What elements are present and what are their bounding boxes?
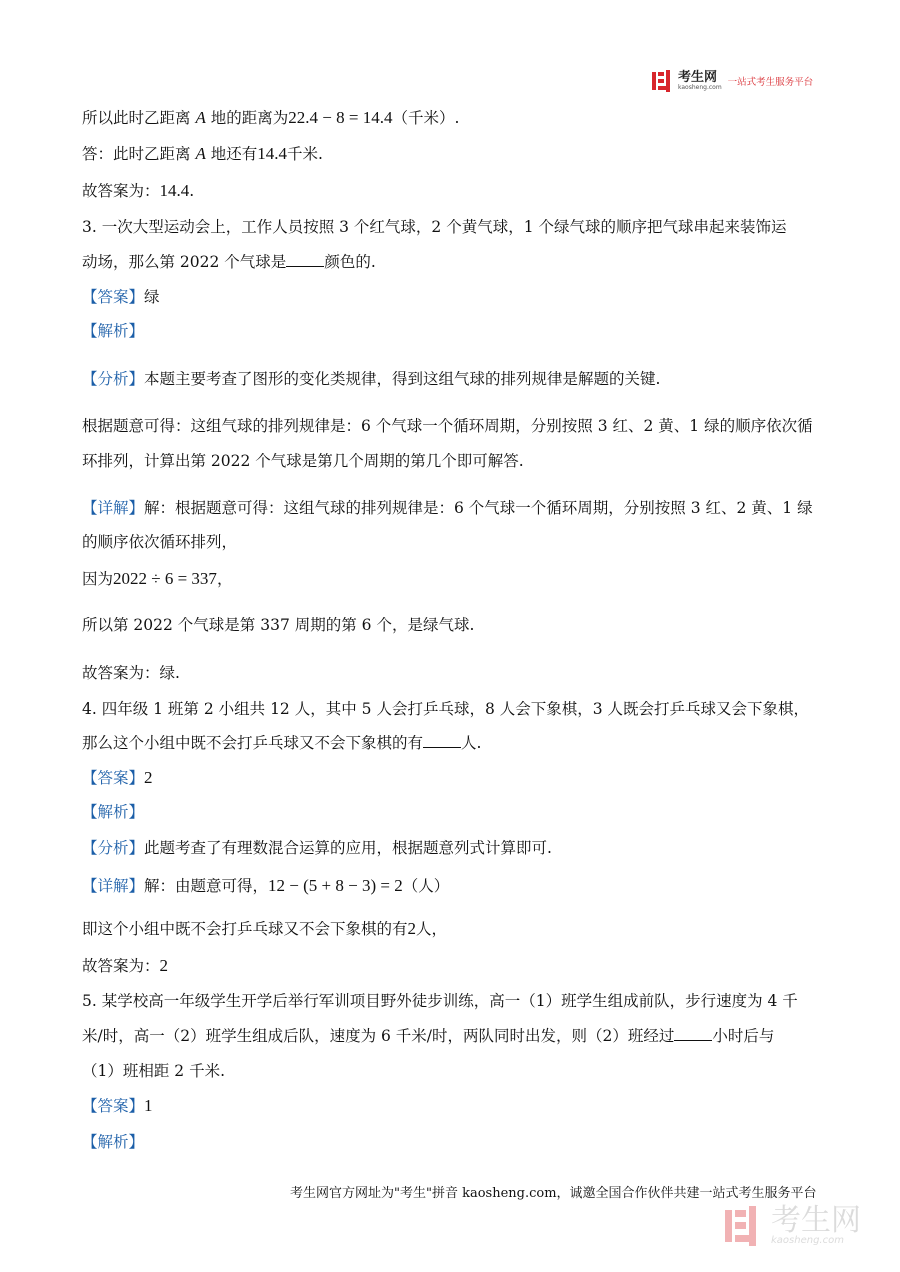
q5-answer: 【答案】1 — [82, 1096, 153, 1115]
header-logo — [652, 70, 813, 92]
q5-stem-line3: （1）班相距 2 千米. — [82, 1062, 226, 1080]
q3-para1: 根据题意可得：这组气球的排列规律是：6 个气球一个循环周期，分别按照 3 红、2 黄、1 绿的顺序依次循 — [82, 417, 813, 435]
watermark-logo-icon — [725, 1206, 765, 1246]
q4-analysis-tag: 【解析】 — [82, 803, 145, 821]
q4-fenxi: 【分析】此题考查了有理数混合运算的应用，根据题意列式计算即可. — [82, 839, 552, 857]
q3-stem-line2: 动场，那么第 2022 个气球是 颜色的. — [82, 253, 376, 271]
watermark-domain: kaosheng.com — [771, 1235, 844, 1246]
watermark-name: 考生网 — [771, 1203, 861, 1238]
q4-conclusion: 即这个小组中既不会打乒乓球又不会下象棋的有2人， — [82, 919, 448, 938]
q4-stem-line2: 那么这个小组中既不会打乒乓球又不会下象棋的有 人. — [82, 734, 482, 752]
q5-stem-line2: 米/时，高一（2）班学生组成后队，速度为 6 千米/时，两队同时出发，则（2）班经过 小时后与 — [82, 1027, 775, 1045]
logo-domain: kaosheng.com — [678, 84, 722, 91]
answer-blank — [286, 252, 324, 267]
q3-because: 因为2022 ÷ 6 = 337， — [82, 569, 233, 588]
header-slogan: 一站式考生服务平台 — [727, 77, 814, 88]
q4-answer: 【答案】2 — [82, 768, 153, 787]
solution-final-line: 故答案为：14.4. — [82, 181, 195, 200]
q3-para2: 环排列，计算出第 2022 个气球是第几个周期的第几个即可解答. — [82, 452, 524, 470]
q3-analysis-tag: 【解析】 — [82, 322, 145, 340]
solution-answer-line: 答：此时乙距离 A 地还有14.4千米. — [82, 144, 323, 163]
q5-analysis-tag: 【解析】 — [82, 1133, 145, 1151]
q4-detail: 【详解】解：由题意可得，12 − (5 + 8 − 3) = 2（人） — [82, 876, 450, 895]
watermark — [725, 1203, 861, 1246]
logo-name: 考生网 — [678, 70, 718, 85]
q3-fenxi: 【分析】本题主要考查了图形的变化类规律，得到这组气球的排列规律是解题的关键. — [82, 370, 661, 388]
q3-so: 所以第 2022 个气球是第 337 周期的第 6 个，是绿气球. — [82, 616, 475, 634]
q4-final: 故答案为：2 — [82, 956, 169, 975]
kaosheng-logo-icon — [652, 70, 674, 92]
solution-distance-line: 所以此时乙距离 A 地的距离为22.4 − 8 = 14.4（千米）. — [82, 108, 460, 127]
q3-stem-line1: 3. 一次大型运动会上，工作人员按照 3 个红气球，2 个黄气球，1 个绿气球的顺序把气球串起来装饰运 — [82, 218, 787, 236]
footer-text: 考生网官方网址为"考生"拼音 kaosheng.com，诚邀全国合作伙伴共建一站式考生服务平台 — [290, 1186, 817, 1201]
answer-blank — [674, 1026, 712, 1041]
q3-final: 故答案为：绿. — [82, 664, 180, 682]
q5-stem-line1: 5. 某学校高一年级学生开学后举行军训项目野外徒步训练，高一（1）班学生组成前队，步行速度为 4 千 — [82, 992, 798, 1010]
q3-detail-line1: 【详解】解：根据题意可得：这组气球的排列规律是：6 个气球一个循环周期，分别按照 3 红、2 黄、1 绿 — [82, 499, 813, 517]
q3-detail-line2: 的顺序依次循环排列， — [82, 533, 238, 551]
q4-stem-line1: 4. 四年级 1 班第 2 小组共 12 人，其中 5 人会打乒乓球，8 人会下象棋，3 人既会打乒乓球又会下象棋， — [82, 700, 810, 718]
answer-blank — [423, 733, 461, 748]
q3-answer: 【答案】绿 — [82, 288, 160, 306]
